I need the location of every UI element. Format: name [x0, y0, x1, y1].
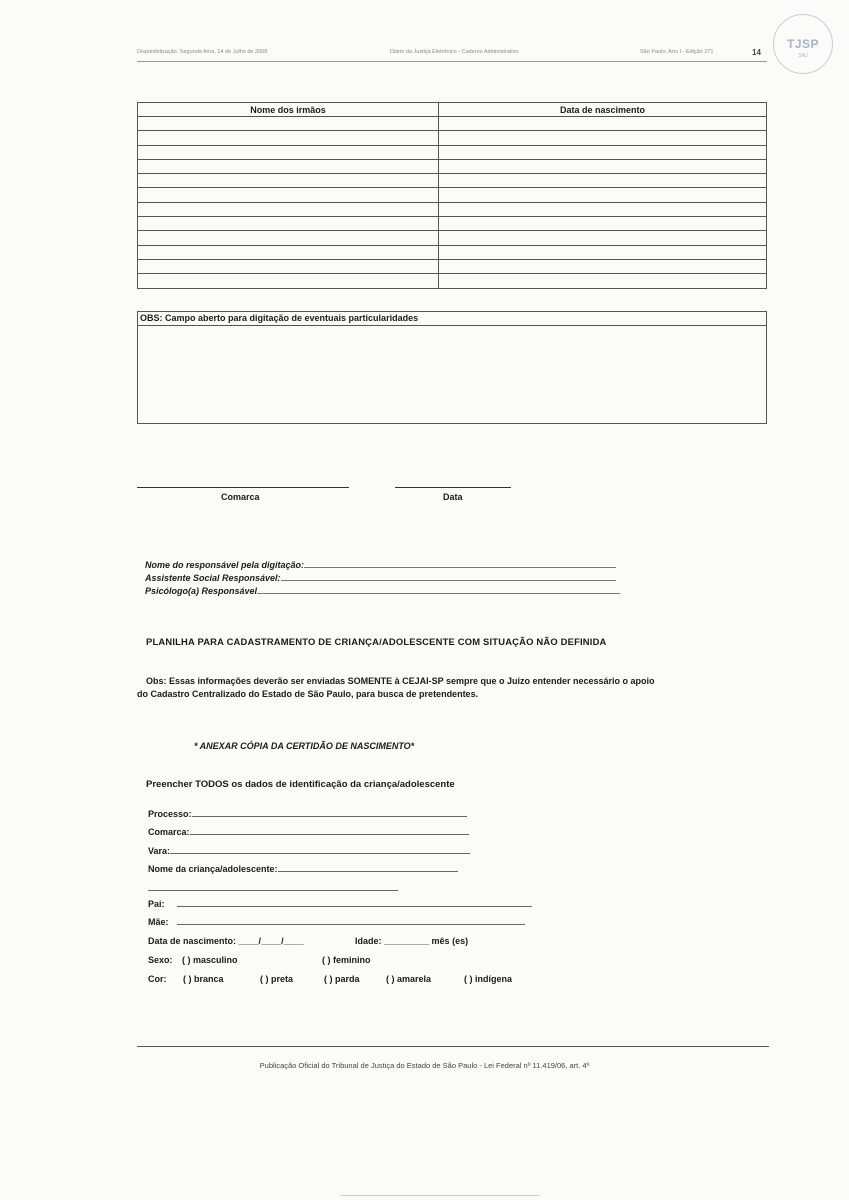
- seal-subtext: SAJ: [798, 53, 808, 59]
- planilha-title: PLANILHA PARA CADASTRAMENTO DE CRIANÇA/ADOLESCENTE COM SITUAÇÃO NÃO DEFINIDA: [146, 636, 607, 647]
- table-row: [138, 131, 767, 145]
- footer-rule: [137, 1046, 769, 1047]
- sexo-label: Sexo:: [148, 955, 173, 965]
- header-date: Disponibilização: Segunda-feira, 14 de Julho de 2008: [137, 49, 268, 55]
- table-row: [138, 274, 767, 288]
- vara-field[interactable]: [170, 846, 470, 854]
- sibling-name-cell[interactable]: [138, 259, 439, 273]
- sibling-name-cell[interactable]: [138, 245, 439, 259]
- cor-preta-option[interactable]: ( ) preta: [260, 974, 294, 984]
- cor-amarela-option[interactable]: ( ) amarela: [386, 974, 432, 984]
- responsavel-digitacao-row: [145, 560, 616, 570]
- sibling-name-cell[interactable]: [138, 159, 439, 173]
- psicologo-label: Psicólogo(a) Responsável: [145, 586, 258, 596]
- table-row: [138, 145, 767, 159]
- sibling-name-cell[interactable]: [138, 131, 439, 145]
- responsavel-digitacao-field[interactable]: [304, 561, 616, 568]
- sibling-birthdate-cell[interactable]: [439, 259, 767, 273]
- nome-crianca-label: Nome da criança/adolescente:: [148, 864, 278, 874]
- cor-parda-option[interactable]: ( ) parda: [324, 974, 360, 984]
- cor-row: [148, 974, 512, 984]
- table-row: [138, 188, 767, 202]
- footer-text: Publicação Oficial do Tribunal de Justiça do Estado de São Paulo - Lei Federal nº 11.419/06, art. 4º: [259, 1061, 590, 1070]
- column-header-nome-irmaos: Nome dos irmãos: [138, 103, 439, 117]
- sibling-name-cell[interactable]: [138, 274, 439, 288]
- obs-note-line-1: Obs: Essas informações deverão ser enviadas SOMENTE à CEJAI-SP sempre que o Juizo entender necessário o apoio: [146, 676, 655, 686]
- header-edition: São Paulo, Ano I - Edição 271: [640, 49, 714, 55]
- header-publication: Diário da Justiça Eletrônico - Caderno Administrativo: [390, 49, 519, 55]
- table-row: [138, 174, 767, 188]
- table-row: [138, 245, 767, 259]
- sexo-masculino-option[interactable]: ( ) masculino: [182, 955, 238, 965]
- idade-row: [355, 936, 468, 946]
- sibling-name-cell[interactable]: [138, 231, 439, 245]
- data-nascimento-field[interactable]: Data de nascimento: ____/____/____: [148, 936, 304, 946]
- table-header-row: [138, 103, 767, 117]
- processo-label: Processo:: [148, 809, 192, 819]
- assistente-social-row: [145, 573, 616, 583]
- sibling-birthdate-cell[interactable]: [439, 131, 767, 145]
- sibling-birthdate-cell[interactable]: [439, 117, 767, 131]
- nome-crianca-row: [148, 864, 458, 874]
- preencher-instruction: Preencher TODOS os dados de identificação da criança/adolescente: [146, 779, 455, 790]
- obs-note-line-2: do Cadastro Centralizado do Estado de São Paulo, para busca de pretendentes.: [137, 689, 479, 699]
- cor-branca-option[interactable]: ( ) branca: [183, 974, 224, 984]
- processo-row: [148, 809, 467, 819]
- table-row: [138, 231, 767, 245]
- nome-crianca-field[interactable]: [278, 864, 458, 872]
- siblings-table-body: [138, 117, 767, 289]
- pai-label: Pai:: [148, 899, 165, 909]
- obs-box[interactable]: [137, 311, 767, 424]
- sexo-row: [148, 955, 371, 965]
- sibling-birthdate-cell[interactable]: [439, 188, 767, 202]
- vara-row: [148, 846, 470, 856]
- sexo-feminino-option[interactable]: ( ) feminino: [322, 955, 371, 965]
- sibling-birthdate-cell[interactable]: [439, 202, 767, 216]
- sibling-birthdate-cell[interactable]: [439, 245, 767, 259]
- responsavel-digitacao-label: Nome do responsável pela digitação:: [145, 560, 305, 570]
- sibling-name-cell[interactable]: [138, 188, 439, 202]
- bottom-edge-rule: [340, 1195, 540, 1196]
- assistente-social-label: Assistente Social Responsável:: [145, 573, 281, 583]
- table-row: [138, 217, 767, 231]
- comarca-signature-line[interactable]: [137, 487, 349, 488]
- table-row: [138, 259, 767, 273]
- psicologo-row: [145, 586, 620, 596]
- nome-crianca-continuation-line[interactable]: [148, 890, 398, 891]
- column-header-data-nascimento: Data de nascimento: [439, 103, 767, 117]
- anexar-certidao-note: * ANEXAR CÓPIA DA CERTIDÃO DE NASCIMENTO*: [194, 741, 415, 751]
- siblings-table: [137, 102, 767, 289]
- data-signature-line[interactable]: [395, 487, 511, 488]
- processo-field[interactable]: [192, 809, 467, 817]
- table-row: [138, 202, 767, 216]
- sibling-name-cell[interactable]: [138, 145, 439, 159]
- page-number: 14: [752, 48, 761, 57]
- idade-field[interactable]: Idade: _________ mês (es): [355, 936, 469, 946]
- obs-box-label: OBS: Campo aberto para digitação de eventuais particularidades: [138, 312, 766, 326]
- sibling-name-cell[interactable]: [138, 174, 439, 188]
- mae-field[interactable]: [177, 917, 525, 925]
- pai-field[interactable]: [177, 899, 532, 907]
- comarca-row: [148, 827, 469, 837]
- cor-indigena-option[interactable]: ( ) indígena: [464, 974, 512, 984]
- data-label: Data: [443, 492, 463, 502]
- table-row: [138, 117, 767, 131]
- sibling-birthdate-cell[interactable]: [439, 174, 767, 188]
- assistente-social-field[interactable]: [281, 574, 616, 581]
- psicologo-field[interactable]: [257, 587, 620, 594]
- cor-label: Cor:: [148, 974, 167, 984]
- vara-label: Vara:: [148, 846, 171, 856]
- mae-row: [148, 917, 525, 927]
- header-rule: [137, 61, 767, 62]
- sibling-birthdate-cell[interactable]: [439, 217, 767, 231]
- table-row: [138, 159, 767, 173]
- sibling-birthdate-cell[interactable]: [439, 159, 767, 173]
- comarca-form-label: Comarca:: [148, 827, 190, 837]
- sibling-birthdate-cell[interactable]: [439, 231, 767, 245]
- pai-row: [148, 899, 532, 909]
- data-nascimento-row: [148, 936, 304, 946]
- seal-text: TJSP: [786, 37, 819, 51]
- sibling-birthdate-cell[interactable]: [439, 274, 767, 288]
- sibling-birthdate-cell[interactable]: [439, 145, 767, 159]
- comarca-label: Comarca: [221, 492, 260, 502]
- mae-label: Mãe:: [148, 917, 169, 927]
- sibling-name-cell[interactable]: [138, 217, 439, 231]
- tjsp-seal-icon: [773, 14, 833, 74]
- sibling-name-cell[interactable]: [138, 202, 439, 216]
- sibling-name-cell[interactable]: [138, 117, 439, 131]
- comarca-field[interactable]: [190, 827, 469, 835]
